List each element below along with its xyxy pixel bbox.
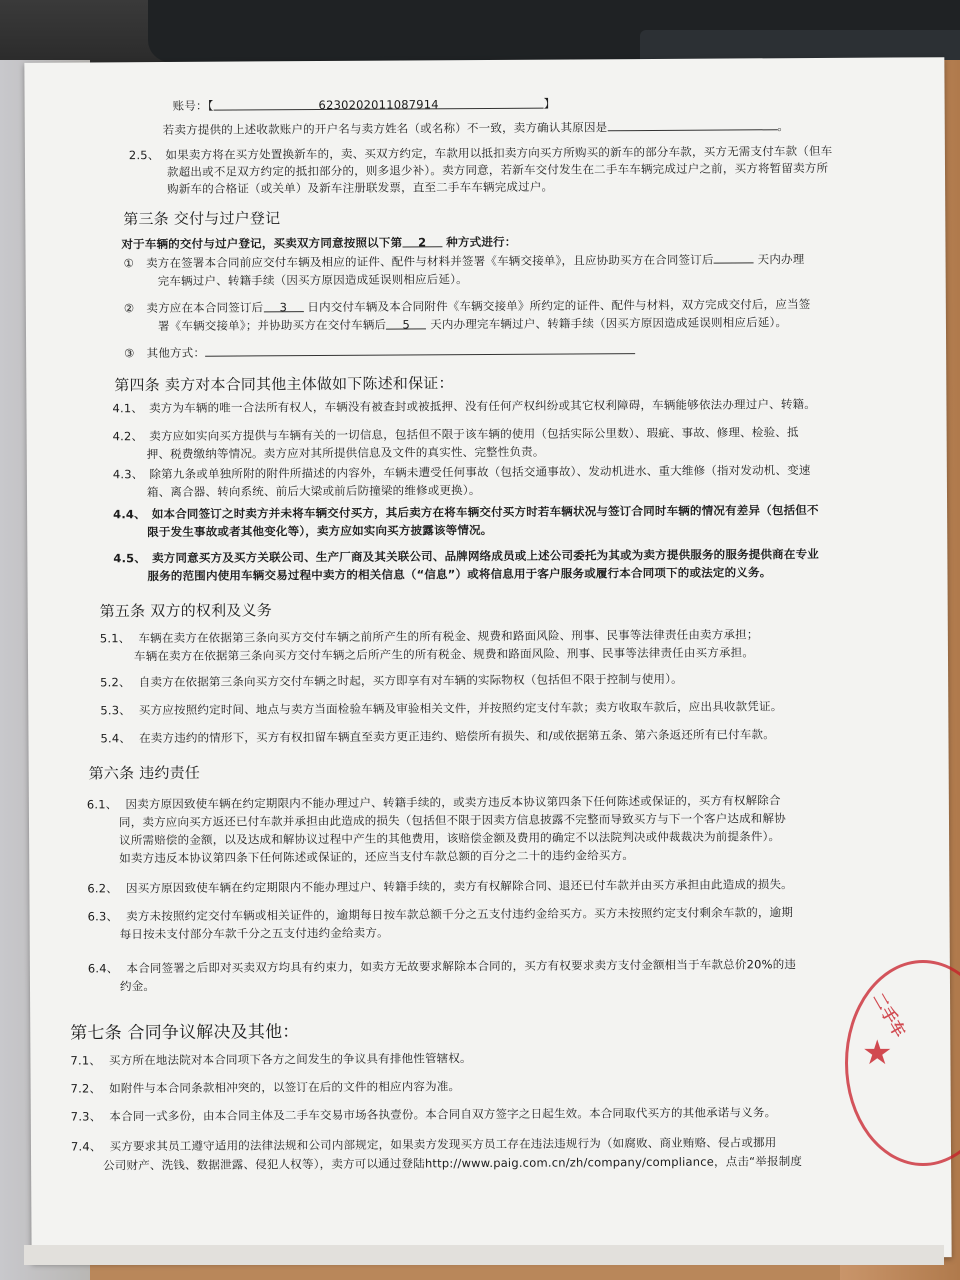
- text-span: ③: [124, 346, 135, 361]
- article-7-item: [70, 1050, 471, 1068]
- clause-number: 7.1、: [70, 1053, 102, 1068]
- article-6-item-line: [119, 810, 786, 830]
- clause-number: 4.2、: [112, 429, 144, 444]
- article-4-item-line: [147, 564, 771, 584]
- text-span: 卖方为车辆的唯一合法所有权人，车辆没有被查封或被抵押、没有任何产权纠纷或其它权利障碍，车辆能够依法办理过户、转籍。: [149, 396, 816, 416]
- text-span: 第六条 违约责任: [88, 763, 201, 783]
- text-span: 买方所在地法院对本合同项下各方之间发生的争议具有排他性管辖权。: [108, 1051, 472, 1068]
- clause-number: 6.1、: [86, 797, 118, 812]
- clause-number: 5.1、: [99, 631, 131, 646]
- clause-number: 7.3、: [70, 1109, 102, 1124]
- article-4-item-line: [147, 522, 492, 540]
- other-method-blank: [205, 342, 635, 357]
- article-4-item: [113, 462, 811, 482]
- article-3-intro: [121, 234, 516, 252]
- article-7-item: [71, 1104, 777, 1124]
- article-3-option-2: [124, 296, 811, 316]
- clause-number: 4.1、: [112, 401, 144, 416]
- method-number: 2: [402, 235, 442, 247]
- text-span: 如卖方违反本协议第四条下任何陈述或保证的，还应当支付车款总额的百分之二十的违约金给买方。: [119, 848, 635, 866]
- article-3-option-1: [124, 251, 805, 271]
- article-5-title: [100, 599, 272, 621]
- text-span: 卖方未按照约定交付车辆或相关证件的，逾期每日按车款总额千分之五支付违约金给买方。买方未按照约定支付剩余车款的，逾期: [126, 905, 794, 924]
- clause-number: 2.5、: [128, 147, 160, 163]
- text-span: 买方应按照约定时间、地点与卖方当面检验车辆及审验相关文件，并按照约定支付车款；卖方收取车款后，应出具收款凭证。: [138, 699, 783, 718]
- text-span: 天内办理: [757, 252, 805, 267]
- article-7-item: [71, 1134, 777, 1154]
- contract-page: [24, 57, 951, 1263]
- article-4-item-line: [147, 482, 481, 500]
- text-span: 本合同签署之后即对买卖双方均具有约束力，如卖方无故要求解除本合同的，买方有权要求卖方支付金额相当于车款总价20%的违: [126, 957, 797, 976]
- text-span: 第三条 交付与过户登记: [123, 209, 281, 229]
- text-span: 卖方应如实向买方提供与车辆有关的一切信息，包括但不限于该车辆的使用（包括实际公里数）、瑕疵、事故、修理、检验、抵: [149, 425, 799, 444]
- text-span: 押、税费缴纳等情况。卖方应对其所提供信息及文件的真实性、完整性负责。: [146, 444, 545, 462]
- article-6-item-line: [119, 847, 634, 866]
- clause-number: 4.4、: [113, 507, 146, 522]
- article-4-item: [112, 396, 816, 416]
- account-number: 6230202011087914: [214, 97, 544, 111]
- article-3-title: [123, 207, 280, 229]
- article-3-option-1-line: [158, 271, 468, 289]
- text-span: 】: [543, 96, 556, 111]
- article-6-item: [87, 792, 781, 812]
- text-span: 公司财产、洗钱、数据泄露、侵犯人权等），卖方可以通过登陆http://www.paig.com.cn/zh/company/compliance，点击“举报制度: [103, 1154, 803, 1173]
- article-6-item-line: [120, 925, 389, 943]
- clause-number: 6.3、: [87, 909, 119, 924]
- text-span: 每日按未支付部分车款千分之五支付违约金给卖方。: [119, 925, 389, 942]
- text-span: 服务的范围内使用车辆交易过程中卖方的相关信息（“信息”）或将信息用于客户服务或履行本合同项下的或法定的义务。: [147, 565, 772, 584]
- article-6-item-line: [119, 828, 780, 848]
- text-span: 限于发生事故或者其他变化等），卖方应如实向买方披露该等情况。: [147, 522, 493, 540]
- text-span: 本合同一式多份，由本合同主体及二手车交易市场各执壹份。本合同自双方签字之日起生效。本合同取代买方的其他承诺与义务。: [109, 1105, 777, 1124]
- delivery-days: 3: [263, 300, 303, 312]
- text-span: 除第九条或单独所附的附件所描述的内容外，车辆未遭受任何事故（包括交通事故）、发动机进水、重大维修（指对发动机、变速: [149, 463, 811, 482]
- text-span: 署《车辆交接单》；并协助买方在交付车辆后: [157, 317, 387, 334]
- text-span: 车辆在卖方在依据第三条向买方交付车辆之前所产生的所有税金、规费和路面风险、刑事、民事等法律责任由卖方承担；: [138, 627, 759, 646]
- article-6-item: [87, 876, 793, 896]
- text-span: 第五条 双方的权利及义务: [99, 601, 272, 621]
- clause-number: 4.3、: [112, 467, 144, 482]
- article-4-item: [113, 424, 799, 444]
- clause-number: 5.2、: [100, 675, 131, 690]
- text-span: 若卖方提供的上述收款账户的开户名与卖方姓名（或名称）不一致，卖方确认其原因是: [162, 120, 608, 137]
- text-span: 车辆在卖方在依据第三条向买方交付车辆之后所产生的所有税金、规费和路面风险、刑事、民事等法律责任由买方承担。: [133, 645, 755, 664]
- clause-2-5-line: [167, 179, 553, 197]
- article-7-item: [71, 1078, 461, 1096]
- article-3-option-2-line: [158, 314, 787, 334]
- text-span: 同，卖方应向买方返还已付车款并承担由此造成的损失（包括但不限于因卖方信息披露不完整而导致买方与下一个客户达成和解协: [118, 811, 786, 830]
- text-span: 因卖方原因致使车辆在约定期限内不能办理过户、转籍手续的，或卖方违反本协议第四条下任何陈述或保证的，买方有权解除合: [125, 793, 781, 812]
- clause-number: 6.4、: [87, 961, 119, 976]
- article-5-item: [100, 726, 775, 746]
- text-span: 如果卖方将在买方处置换新车的，卖、买双方约定，车款用以抵扣卖方向买方所购买的新车的部分车款，买方无需支付车款（但车: [165, 143, 833, 162]
- text-span: 天内办理完车辆过户、转籍手续（因买方原因造成延误则相应后延）。: [430, 315, 788, 332]
- text-span: 其他方式：: [146, 345, 206, 361]
- text-span: 。: [777, 119, 790, 134]
- clause-number: 5.4、: [100, 731, 132, 746]
- clause-number: 5.3、: [100, 703, 131, 718]
- article-4-item: [113, 546, 819, 566]
- text-span: 购新车的合格证（或关单）及新车注册联发票，直至二手车车辆完成过户。: [167, 179, 554, 196]
- account-mismatch-line: [163, 118, 789, 138]
- text-span: 完车辆过户、转籍手续（因买方原因造成延误则相应后延）。: [157, 272, 468, 289]
- clause-number: 7.2、: [70, 1081, 102, 1096]
- clause-2-5-line: [167, 160, 828, 180]
- article-6-title: [89, 762, 201, 784]
- text-span: 自卖方在依据第三条向买方交付车辆之时起，买方即享有对车辆的实际物权（包括但不限于控制与使用）。: [138, 671, 683, 690]
- clause-number: 4.5、: [113, 551, 147, 566]
- text-span: 卖方在签署本合同前应交付车辆及相应的证件、配件与材料并签署《车辆交接单》，且应协助买方在合同签订后: [146, 252, 714, 271]
- text-span: 买方要求其员工遵守适用的法律法规和公司内部规定，如果卖方发现买方员工存在违法违规行为（如腐败、商业贿赂、侵占或挪用: [109, 1135, 777, 1154]
- clause-number: 7.4、: [70, 1139, 102, 1154]
- star-icon: ★: [862, 1033, 893, 1073]
- days-blank: [714, 251, 754, 263]
- text-span: 卖方同意买方及买方关联公司、生产厂商及其关联公司、品牌网络成员或上述公司委托为其或为卖方提供服务的服务提供商在专业: [152, 546, 819, 566]
- article-6-item-line: [120, 978, 155, 994]
- article-3-option-3: [124, 342, 635, 361]
- article-4-item: [113, 502, 819, 522]
- article-5-item: [100, 626, 759, 646]
- text-span: 因买方原因致使车辆在约定期限内不能办理过户、转籍手续的，卖方有权解除合同、退还已付车款并由买方承担由此造成的损失。: [125, 877, 793, 896]
- text-span: 约金。: [119, 979, 156, 994]
- text-span: 对于车辆的交付与过户登记，买卖双方同意按照以下第: [121, 235, 403, 252]
- transfer-days: 5: [386, 317, 426, 329]
- text-span: 种方式进行：: [446, 234, 517, 250]
- article-6-item: [88, 904, 794, 924]
- text-span: 议所需赔偿的金额，以及达成和解协议过程中产生的其他费用，该赔偿金额及费用的确定不以法院判决或仲裁裁决为前提条件）。: [119, 829, 781, 848]
- text-span: 箱、离合器、转向系统、前后大梁或前后防撞梁的维修或更换）。: [146, 483, 481, 500]
- text-span: 如本合同签订之时卖方并未将车辆交付买方，其后卖方在将车辆交付买方时若车辆状况与签订合同时车辆的情况有差异（包括但不: [151, 502, 819, 522]
- text-span: ①: [123, 256, 135, 271]
- laptop-keyboard: [148, 0, 960, 62]
- text-span: 日内交付车辆及本合同附件《车辆交接单》所约定的证件、配件与材料，双方完成交付后，应当签: [307, 297, 811, 315]
- article-4-item-line: [147, 444, 545, 462]
- text-span: 如附件与本合同条款相冲突的，以签订在后的文件的相应内容为准。: [109, 1079, 461, 1096]
- article-7-title: [70, 1017, 299, 1043]
- mismatch-reason-blank: [607, 118, 777, 131]
- article-6-item: [88, 956, 796, 976]
- text-span: 在卖方违约的情形下，买方有权扣留车辆直至卖方更正违约、赔偿所有损失、和/或依据第五条、第六条返还所有已付车款。: [139, 727, 775, 746]
- article-5-item: [100, 671, 683, 691]
- account-line: [173, 96, 556, 114]
- account-label: 账号：: [172, 98, 208, 113]
- article-5-item: [100, 698, 782, 718]
- text-span: ②: [123, 301, 135, 316]
- text-span: 第七条 合同争议解决及其他：: [70, 1022, 300, 1044]
- text-span: 第四条 卖方对本合同其他主体做如下陈述和保证：: [114, 374, 454, 395]
- text-span: 卖方应在本合同签订后: [146, 300, 264, 316]
- paper-stack-edge: [24, 1245, 944, 1265]
- clause-number: 6.2、: [87, 881, 119, 896]
- article-4-title: [114, 372, 453, 395]
- text-span: 【: [207, 98, 214, 113]
- article-5-item-line: [134, 644, 754, 664]
- stamp-text: 二手车: [868, 989, 910, 1041]
- text-span: 款超出或不足双方约定的抵扣部分的，则多退少补）。卖方同意，若新车交付发生在二手车车辆完成过户之前，买方将暂留卖方所: [166, 160, 829, 179]
- article-7-item-line: [103, 1153, 802, 1173]
